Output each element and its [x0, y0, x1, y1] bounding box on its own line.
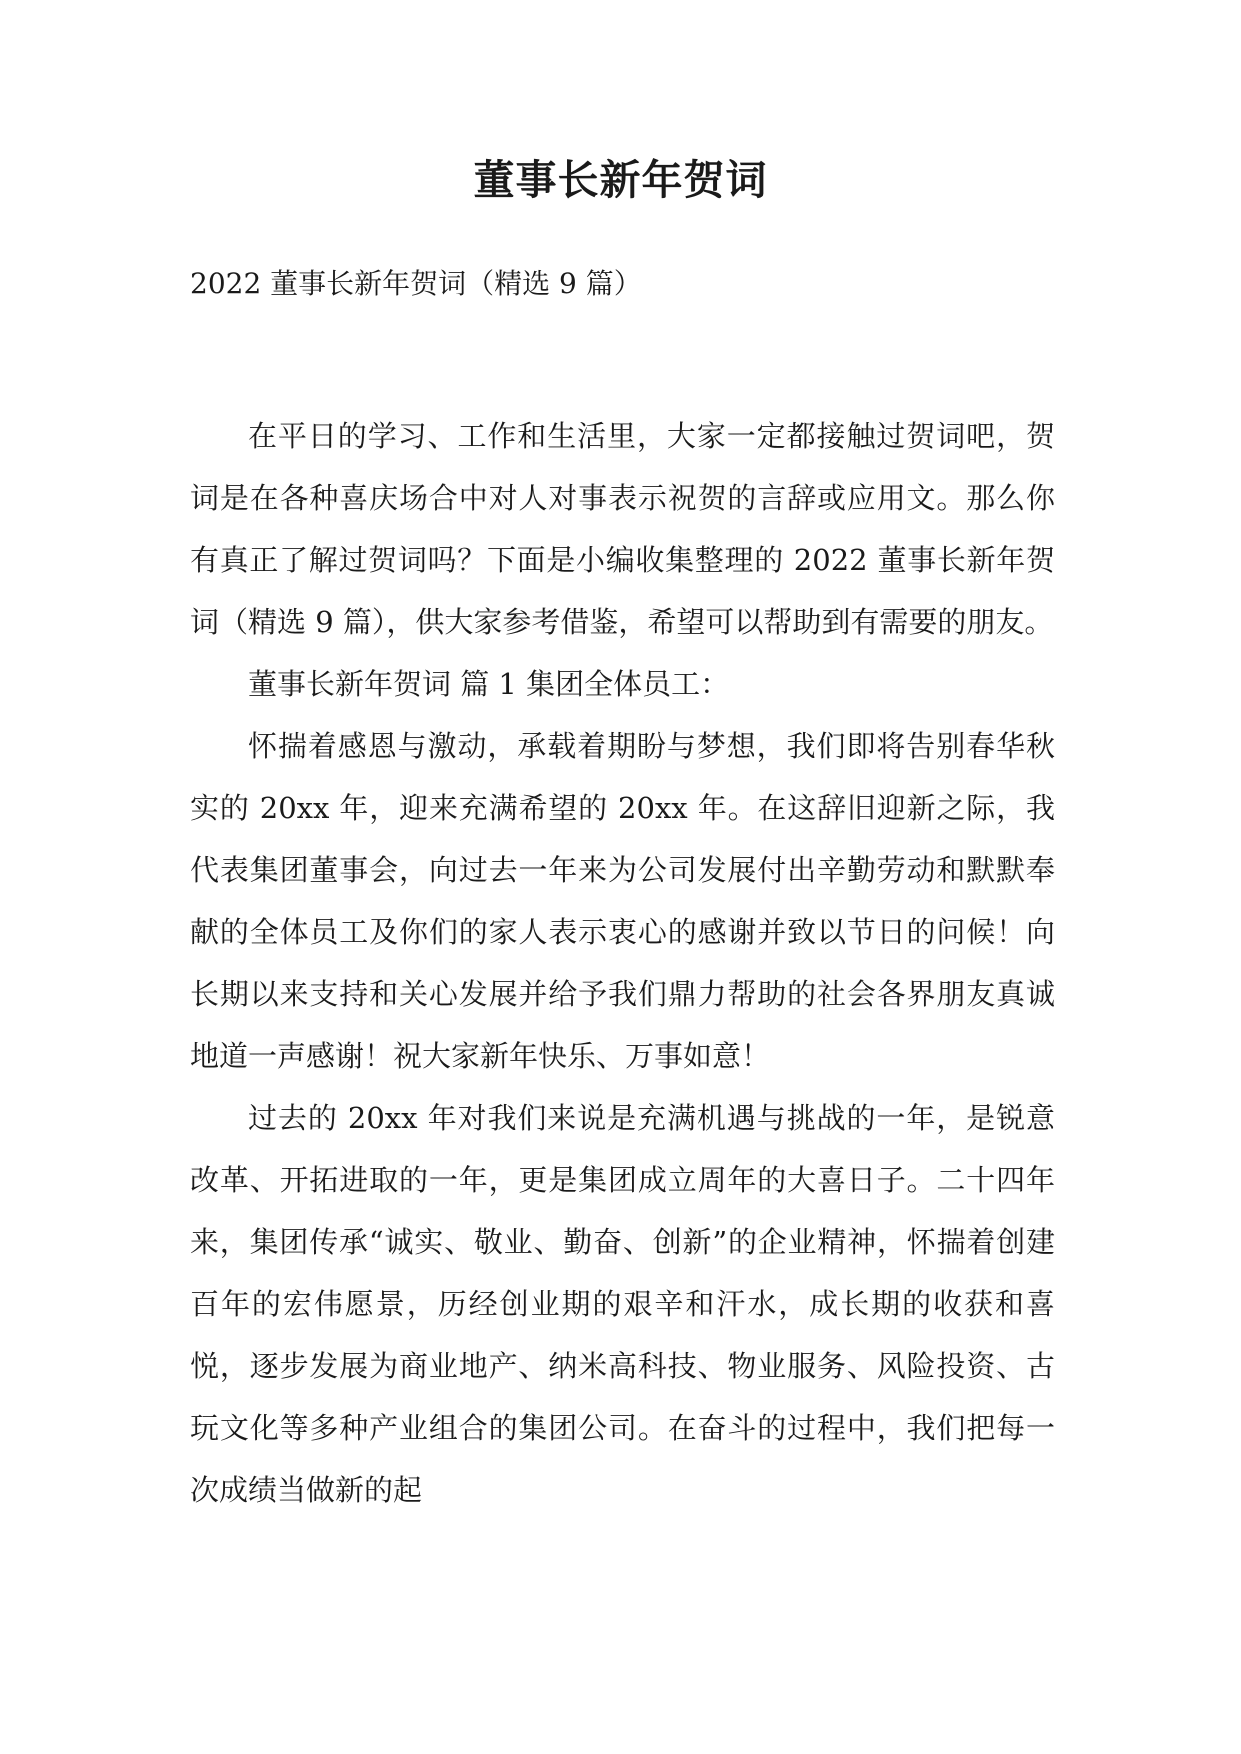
- body-paragraph: 怀揣着感恩与激动，承载着期盼与梦想，我们即将告别春华秋实的 20xx 年，迎来充满希望的 20xx 年。在这辞旧迎新之际，我代表集团董事会，向过去一年来为公司发展付出辛勤劳动和默默奉献的全体员工及你们的家人表示衷心的感谢并致以节日的问候！向长期以来支持和关心发展并给予我们鼎力帮助的社会各界朋友真诚地道一声感谢！祝大家新年快乐、万事如意！: [190, 729, 1055, 1073]
- body-paragraph: 过去的 20xx 年对我们来说是充满机遇与挑战的一年，是锐意改革、开拓进取的一年，更是集团成立周年的大喜日子。二十四年来，集团传承“诚实、敬业、勤奋、创新”的企业精神，怀揣着创建百年的宏伟愿景，历经创业期的艰辛和汗水，成长期的收获和喜悦，逐步发展为商业地产、纳米高科技、物业服务、风险投资、古玩文化等多种产业组合的集团公司。在奋斗的过程中，我们把每一次成绩当做新的起: [190, 1101, 1055, 1507]
- document-title: 董事长新年贺词: [473, 156, 768, 204]
- intro-paragraph: 在平日的学习、工作和生活里，大家一定都接触过贺词吧，贺词是在各种喜庆场合中对人对事表示祝贺的言辞或应用文。那么你有真正了解过贺词吗？下面是小编收集整理的 2022 董事长新年贺词（精选 9 篇），供大家参考借鉴，希望可以帮助到有需要的朋友。: [190, 419, 1055, 639]
- greeting-heading: 董事长新年贺词 篇 1 集团全体员工：: [248, 667, 730, 701]
- document-body: [190, 405, 1055, 1521]
- document-subtitle: 2022 董事长新年贺词（精选 9 篇）: [190, 267, 642, 300]
